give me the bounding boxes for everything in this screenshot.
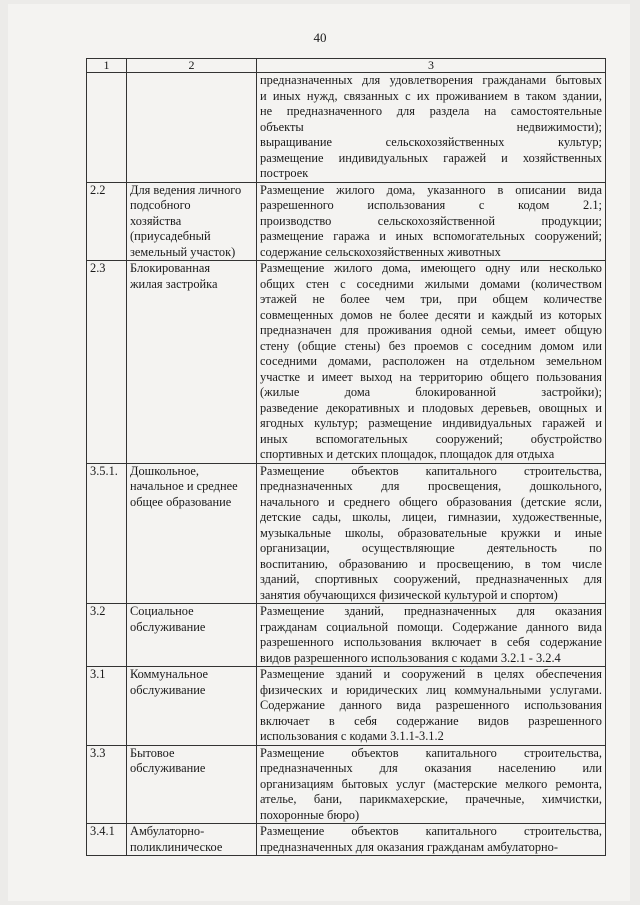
row-description-line: общих стен с соседними жилыми домами (количеством — [260, 276, 602, 291]
row-name-line: общее образование — [130, 494, 232, 509]
row-description-line: предназначен для проживания одной семьи, имеет общую — [260, 323, 602, 337]
row-code: 2.2 — [87, 182, 127, 261]
row-description-line: Размещение зданий, предназначенных для оказания — [260, 604, 602, 618]
row-code: 3.4.1 — [87, 824, 127, 856]
row-name — [127, 463, 257, 604]
row-description-line: объекты недвижимости); — [260, 119, 602, 134]
row-description — [257, 604, 606, 667]
page-number: 40 — [313, 30, 327, 45]
row-name-line: (приусадебный — [130, 229, 211, 243]
row-description-line: похоронные бюро) — [260, 807, 360, 822]
row-description-line: Содержание данного вида разрешенного использования — [260, 698, 602, 712]
row-name-line: обслуживание — [130, 619, 206, 634]
header-col-2: 2 — [127, 59, 257, 73]
row-name — [127, 73, 257, 183]
table-row — [87, 604, 606, 667]
row-name-line: начальное и среднее — [130, 479, 238, 493]
row-description-line: размещение гаража и иных вспомогательных сооружений; — [260, 229, 602, 243]
row-description-line: производство сельскохозяйственной продукции; — [260, 213, 602, 228]
row-name-line: Блокированная — [130, 261, 211, 275]
row-description-line: Размещение жилого дома, указанного в описании вида — [260, 182, 602, 197]
row-name-line: Коммунальное — [130, 667, 209, 681]
row-description-line: ягодных культур; размещение индивидуальных гаражей и — [260, 416, 602, 430]
row-name-line: жилая застройка — [130, 276, 218, 291]
row-description-line: начального и среднего общего образования (детские ясли, — [260, 494, 602, 509]
row-code: 3.5.1. — [87, 463, 127, 604]
row-name — [127, 182, 257, 261]
row-description-line: использования с кодами 3.1.1-3.1.2 — [260, 729, 444, 743]
row-description — [257, 745, 606, 824]
row-name-line: обслуживание — [130, 761, 206, 775]
row-code: 2.3 — [87, 261, 127, 464]
row-description-line: размещение индивидуальных гаражей и хозяйственных — [260, 150, 602, 165]
row-description-line: гражданам социальной помощи. Содержание данного вида — [260, 619, 602, 634]
row-description — [257, 824, 606, 856]
row-description-line: (жилые дома блокированной застройки); — [260, 385, 602, 399]
table-header-row — [87, 59, 606, 73]
row-description-line: включает в себя содержание видов разрешенного — [260, 713, 602, 728]
row-description-line: организации, осуществляющие деятельность по — [260, 541, 602, 555]
row-name-line: поликлиническое — [130, 839, 223, 854]
row-description-line: музыкальные школы, образовательные кружки и иные — [260, 525, 602, 540]
table-row — [87, 824, 606, 856]
row-name-line: Бытовое — [130, 745, 175, 760]
table-row — [87, 463, 606, 604]
row-name — [127, 824, 257, 856]
row-code: 3.2 — [87, 604, 127, 667]
row-name — [127, 667, 257, 746]
row-description-line: предназначенных для оказания гражданам амбулаторно- — [260, 839, 558, 854]
row-name-line: обслуживание — [130, 682, 206, 697]
row-description-line: спортивных и детских площадок, площадок для отдыха — [260, 447, 555, 461]
row-description-line: предназначенных для оказания населению или — [260, 761, 602, 775]
row-description-line: Размещение объектов капитального строительства, — [260, 463, 602, 478]
row-description-line: воспитанию, образованию и просвещению, в том числе — [260, 556, 602, 571]
row-description-line: и иных нужд, связанных с их проживанием в таком здании, — [260, 88, 602, 103]
row-description — [257, 73, 606, 183]
table-row — [87, 182, 606, 261]
row-name-line: подсобного — [130, 198, 191, 212]
table-row — [87, 745, 606, 824]
row-name — [127, 261, 257, 464]
row-description-line: Размещение объектов капитального строительства, — [260, 745, 602, 760]
row-name-line: хозяйства — [130, 213, 182, 228]
row-description-line: Размещение жилого дома, имеющего одну или несколько — [260, 261, 602, 275]
row-description-line: физических и юридических лиц коммунальными услугами. — [260, 682, 602, 697]
row-description-line: предназначенных для удовлетворения гражданами бытовых — [260, 73, 602, 87]
row-description-line: зданий, спортивных сооружений, предназначенных для — [260, 572, 602, 586]
row-description-line: ателье, бани, парикмахерские, прачечные, химчистки, — [260, 792, 602, 806]
table-body — [87, 59, 606, 856]
row-description — [257, 667, 606, 746]
header-col-1: 1 — [87, 59, 127, 73]
row-description-line: видов разрешенного использования с кодами 3.2.1 - 3.2.4 — [260, 650, 561, 665]
row-code: 3.3 — [87, 745, 127, 824]
row-description-line: этажей не более чем три, при общем количестве — [260, 292, 602, 306]
row-name-line: Для ведения личного — [130, 182, 242, 197]
row-description-line: стену (общие стены) без проемов с соседним домом или — [260, 338, 602, 353]
row-description-line: выращивание сельскохозяйственных культур; — [260, 135, 602, 149]
row-description-line: совмещенных домов не более десяти и каждый из которых — [260, 307, 602, 322]
row-description-line: Размещение зданий и сооружений в целях обеспечения — [260, 667, 602, 681]
row-description-line: не предназначенного для раздела на самостоятельные — [260, 104, 602, 118]
row-name-line: земельный участок) — [130, 244, 236, 259]
row-description-line: разрешенного использования с кодом 2.1; — [260, 198, 602, 212]
row-name-line: Амбулаторно- — [130, 824, 205, 838]
row-name — [127, 604, 257, 667]
row-description — [257, 182, 606, 261]
header-col-3: 3 — [257, 59, 606, 73]
row-description-line: занятия обучающихся физической культурой и спортом) — [260, 587, 558, 602]
row-description-line: организациям бытовых услуг (мастерские мелкого ремонта, — [260, 776, 602, 791]
row-code — [87, 73, 127, 183]
row-description-line: Размещение объектов капитального строительства, — [260, 824, 602, 838]
row-name — [127, 745, 257, 824]
row-description-line: разведение декоративных и плодовых деревьев, овощных и — [260, 400, 602, 415]
row-name-line: Социальное — [130, 604, 194, 618]
table-row — [87, 261, 606, 464]
row-name-line: Дошкольное, — [130, 463, 200, 478]
row-description-line: соседними домами, расположен на отдельном земельном — [260, 354, 602, 368]
row-description — [257, 463, 606, 604]
row-description-line: содержание сельскохозяйственных животных — [260, 244, 501, 259]
row-description-line: построек — [260, 166, 309, 180]
table-row — [87, 667, 606, 746]
row-description-line: разрешенного использования включает в себя содержание — [260, 635, 602, 649]
land-use-table — [86, 58, 606, 856]
table-row — [87, 73, 606, 183]
row-description — [257, 261, 606, 464]
row-description-line: детские сады, школы, лицеи, гимназии, художественные, — [260, 510, 602, 524]
row-description-line: иных вспомогательных сооружений; обустройство — [260, 431, 602, 446]
row-description-line: участке и имеет выход на территорию общего пользования — [260, 369, 602, 384]
row-description-line: предназначенных для просвещения, дошкольного, — [260, 479, 602, 493]
row-code: 3.1 — [87, 667, 127, 746]
